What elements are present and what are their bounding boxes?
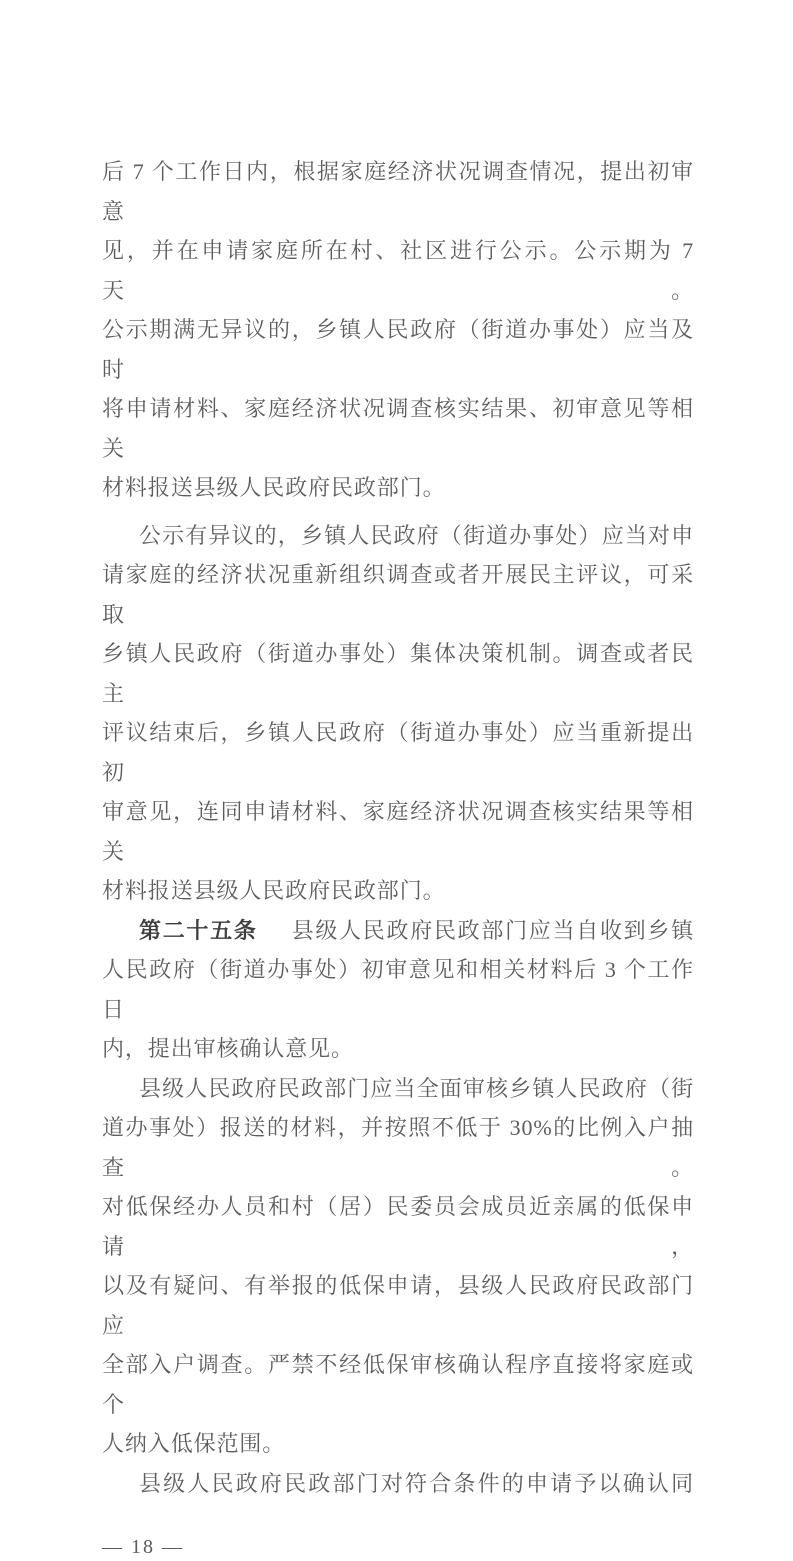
text-line: 后 7 个工作日内，根据家庭经济状况调查情况，提出初审意: [102, 159, 694, 224]
paragraph-objection-procedure: [102, 516, 694, 911]
text-line: 乡镇人民政府（街道办事处）集体决策机制。调查或者民主: [102, 641, 694, 706]
text-line: 公示有异议的，乡镇人民政府（街道办事处）应当对申: [139, 522, 694, 548]
article-number: 第二十五条: [139, 917, 258, 943]
text-line: 以及有疑问、有举报的低保申请，县级人民政府民政部门应: [102, 1273, 694, 1338]
text-line: 第二十五条 县级人民政府民政部门应当自收到乡镇: [139, 917, 694, 943]
text-line: 材料报送县级人民政府民政部门。: [102, 878, 446, 903]
text-line: 内，提出审核确认意见。: [102, 1036, 354, 1061]
text-line: 评议结束后，乡镇人民政府（街道办事处）应当重新提出初: [102, 720, 694, 785]
text-line: 县级人民政府民政部门应当全面审核乡镇人民政府（街: [139, 1075, 694, 1101]
text-line: 审意见，连同申请材料、家庭经济状况调查核实结果等相关: [102, 799, 694, 864]
text-line: 材料报送县级人民政府民政部门。: [102, 475, 446, 500]
paragraph-confirmation-continues-next-page: [102, 1464, 694, 1504]
text-line: 县级人民政府民政部门对符合条件的申请予以确认同: [139, 1470, 694, 1496]
text-line: 对低保经办人员和村（居）民委员会成员近亲属的低保申请，: [102, 1194, 694, 1259]
text-line: 人纳入低保范围。: [102, 1431, 286, 1456]
text-line: 人民政府（街道办事处）初审意见和相关材料后 3 个工作日: [102, 957, 694, 1022]
page-footer: [102, 1533, 694, 1561]
page-number: — 18 —: [102, 1536, 184, 1558]
text-line: 道办事处）报送的材料，并按照不低于 30%的比例入户抽查。: [102, 1115, 694, 1180]
document-body: [102, 152, 694, 1503]
article-25-paragraph: [102, 911, 694, 1069]
text-line: 请家庭的经济状况重新组织调查或者开展民主评议，可采取: [102, 562, 694, 627]
text-line: 将申请材料、家庭经济状况调查核实结果、初审意见等相关: [102, 396, 694, 461]
paragraph-review-and-spot-check: [102, 1069, 694, 1464]
text-line: 公示期满无异议的，乡镇人民政府（街道办事处）应当及时: [102, 317, 694, 382]
text-line: 见，并在申请家庭所在村、社区进行公示。公示期为 7 天。: [102, 238, 694, 303]
paragraph-continuation-from-previous-page: [102, 152, 694, 508]
text-line: 全部入户调查。严禁不经低保审核确认程序直接将家庭或个: [102, 1352, 694, 1417]
